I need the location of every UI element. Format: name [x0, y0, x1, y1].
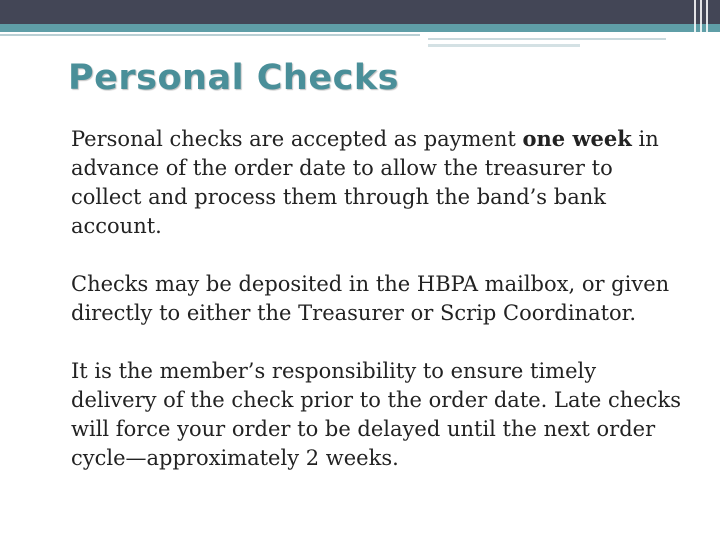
header-band-teal — [0, 24, 720, 32]
header-rule-3 — [428, 44, 580, 47]
paragraph-member-responsibility: It is the member’s responsibility to ensure timely delivery of the check prior to the order date. Late checks will force your order to be delayed until the next order cycle—approximately 2 weeks. — [71, 359, 682, 470]
paragraph-1-emphasis: one week — [522, 126, 632, 151]
paragraph-deposit-options: Checks may be deposited in the HBPA mailbox, or given directly to either the Treasurer or Scrip Coordinator. — [71, 272, 670, 325]
header-band-dark — [0, 0, 720, 24]
paragraph-payment-timing — [71, 124, 681, 241]
header-rule-2 — [428, 38, 666, 40]
slide-title: Personal Checks — [68, 58, 399, 98]
header-corner-lines — [690, 0, 720, 48]
header-rule-1 — [0, 34, 420, 36]
paragraph-1-before: Personal checks are accepted as payment — [71, 127, 523, 151]
paragraph-1-after: in advance of the order date to allow the treasurer to collect and process them through the band’s bank account. — [71, 127, 659, 238]
slide-body — [71, 124, 681, 502]
